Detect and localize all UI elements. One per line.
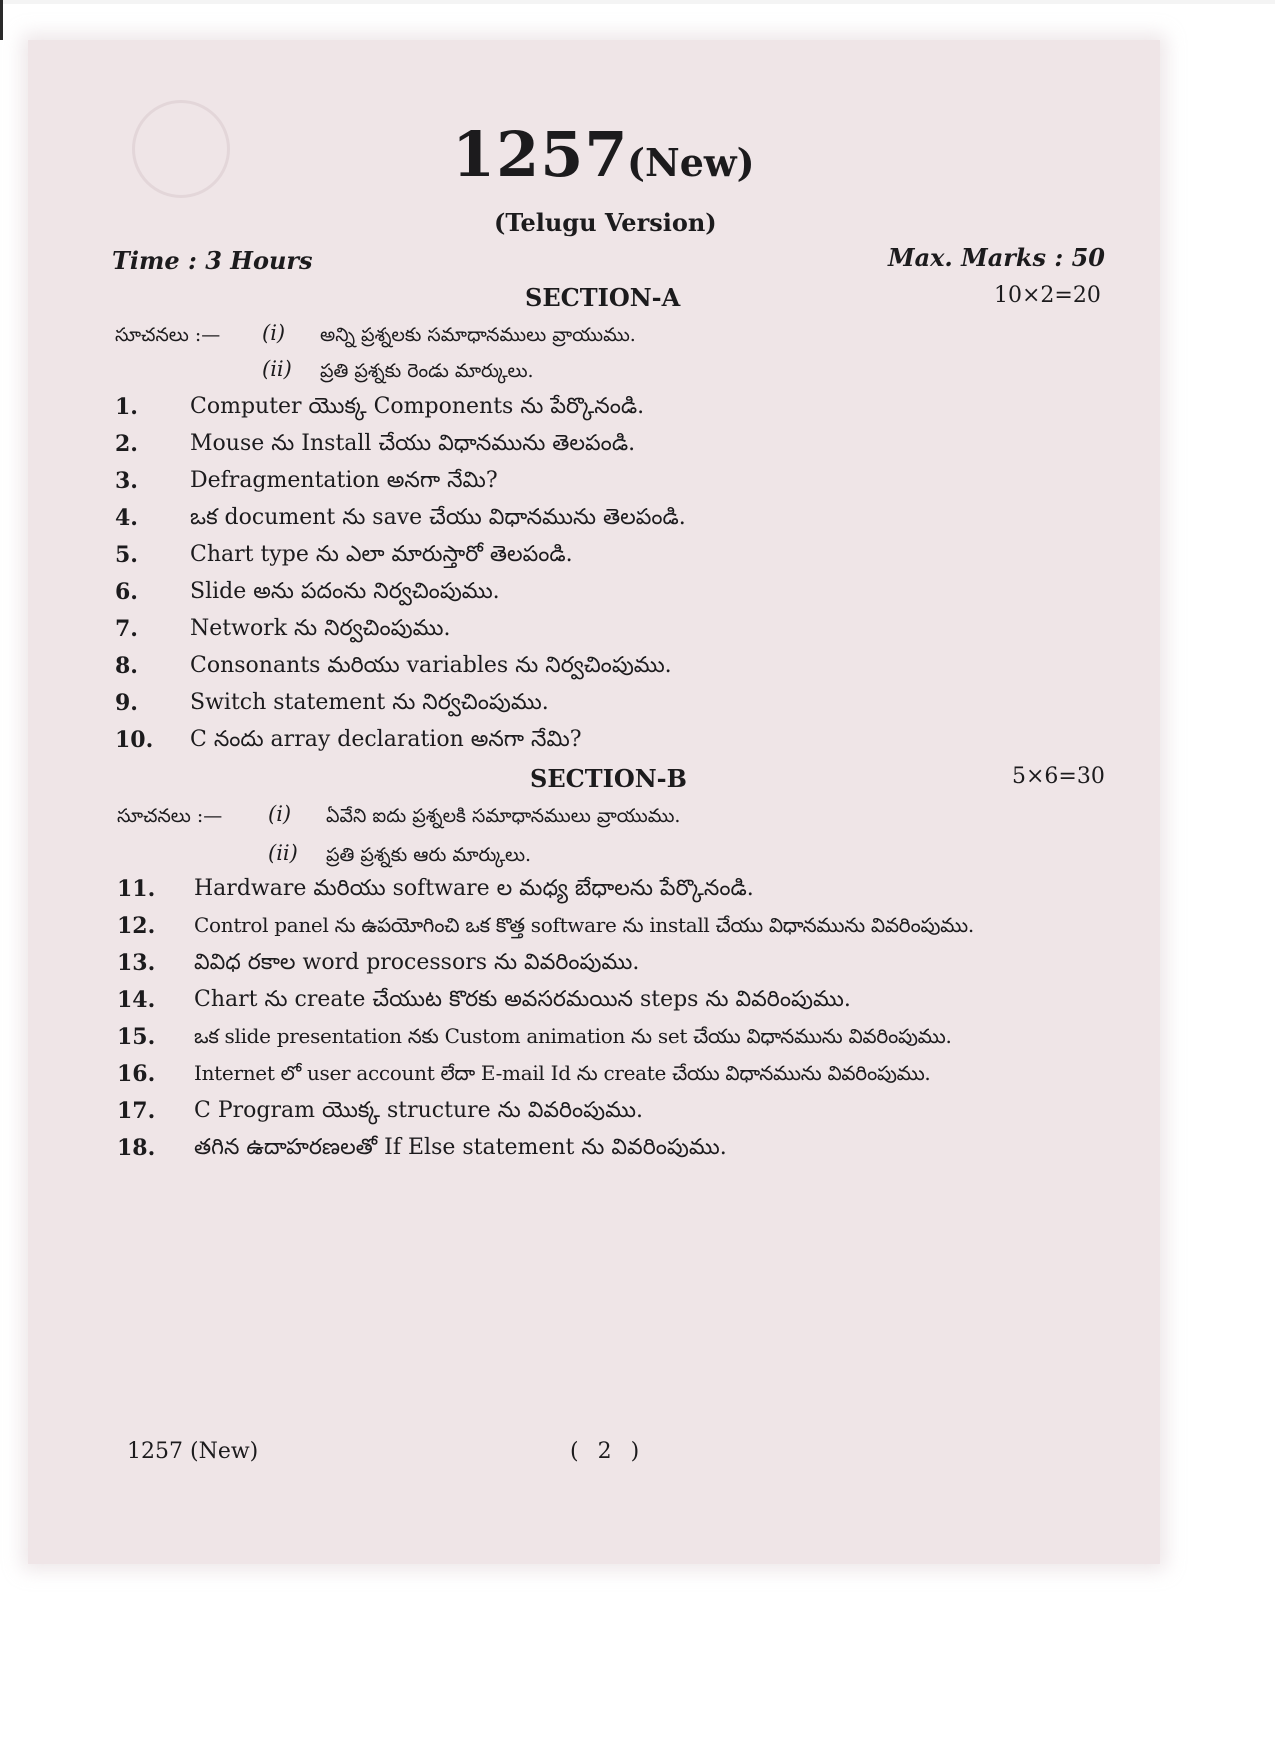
section-a-instructions-label: సూచనలు :—: [115, 324, 221, 346]
question-text: తగిన ఉదాహరణలతో If Else statement ను వివరింపుము.: [194, 1135, 727, 1160]
question-item: [0, 987, 1132, 1023]
question-number: 5.: [115, 542, 138, 568]
question-text: Control panel ను ఉపయోగించి ఒక కొత్త software ను install చేయు విధానమును వివరింపుము.: [194, 913, 974, 937]
footer-page-number: ( 2 ): [570, 1439, 646, 1464]
question-number: 15.: [117, 1024, 156, 1050]
question-item: [0, 505, 1132, 541]
question-text: C Program యొక్క structure ను వివరింపుము.: [194, 1098, 644, 1123]
section-b-instruction-num-1: (i): [268, 802, 292, 826]
question-text: Mouse ను Install చేయు విధానమును తెలపండి.: [190, 431, 636, 456]
question-number: 6.: [115, 579, 138, 605]
question-text: Slide అను పదంను నిర్వచింపుము.: [190, 579, 500, 604]
question-text: C నందు array declaration అనగా నేమి?: [190, 727, 582, 752]
question-item: [0, 542, 1132, 578]
question-text: Switch statement ను నిర్వచింపుము.: [190, 690, 549, 715]
question-number: 14.: [117, 987, 156, 1013]
section-b-marks-distribution: 5×6=30: [1012, 764, 1105, 789]
section-b-instruction-num-2: (ii): [268, 841, 298, 865]
question-number: 17.: [117, 1098, 156, 1124]
section-a-instruction-num-1: (i): [262, 321, 286, 345]
section-a-instruction-2: ప్రతి ప్రశ్నకు రెండు మార్కులు.: [320, 360, 534, 382]
question-text: ఒక document ను save చేయు విధానమును తెలపండి.: [190, 505, 686, 530]
scan-left-edge: [0, 0, 3, 40]
question-item: [0, 1098, 1132, 1134]
section-b-instruction-2: ప్రతి ప్రశ్నకు ఆరు మార్కులు.: [326, 844, 532, 866]
question-text: Computer యొక్క Components ను పేర్కొనండి.: [190, 394, 645, 419]
question-text: Hardware మరియు software ల మధ్య బేధాలను పేర్కొనండి.: [194, 876, 754, 901]
question-text: Defragmentation అనగా నేమి?: [190, 468, 498, 493]
question-item: [0, 913, 1132, 949]
exam-time: Time : 3 Hours: [112, 246, 313, 275]
question-number: 4.: [115, 505, 138, 531]
question-text: వివిధ రకాల word processors ను వివరింపుము.: [194, 950, 640, 975]
question-item: [0, 394, 1132, 430]
question-number: 2.: [115, 431, 138, 457]
paper-code-title: 1257: [452, 118, 629, 191]
question-item: [0, 727, 1132, 763]
footer-paper-code: 1257 (New): [127, 1439, 259, 1464]
question-text: Network ను నిర్వచింపుము.: [190, 616, 451, 641]
faint-seal-icon: [132, 100, 230, 198]
question-text: Chart type ను ఎలా మారుస్తారో తెలపండి.: [190, 542, 573, 567]
question-item: [0, 653, 1132, 689]
section-b-instruction-1: ఏవేని ఐదు ప్రశ్నలకి సమాధానములు వ్రాయుము.: [326, 805, 681, 827]
question-number: 8.: [115, 653, 138, 679]
question-item: [0, 616, 1132, 652]
question-item: [0, 1061, 1132, 1097]
section-b-heading: SECTION-B: [530, 764, 687, 793]
section-a-marks-distribution: 10×2=20: [994, 283, 1101, 308]
question-number: 1.: [115, 394, 138, 420]
scan-top-edge: [0, 0, 1275, 4]
question-number: 12.: [117, 913, 156, 939]
section-a-instruction-num-2: (ii): [262, 357, 292, 381]
question-item: [0, 950, 1132, 986]
question-number: 10.: [115, 727, 154, 753]
question-item: [0, 431, 1132, 467]
question-text: Chart ను create చేయుట కొరకు అవసరమయిన steps ను వివరింపుము.: [194, 987, 851, 1012]
question-number: 3.: [115, 468, 138, 494]
question-item: [0, 876, 1132, 912]
paper-version: (Telugu Version): [494, 208, 717, 237]
question-item: [0, 468, 1132, 504]
question-item: [0, 579, 1132, 615]
question-text: ఒక slide presentation నకు Custom animation ను set చేయు విధానమును వివరింపుము.: [194, 1024, 952, 1048]
question-number: 18.: [117, 1135, 156, 1161]
question-item: [0, 1135, 1132, 1171]
question-number: 16.: [117, 1061, 156, 1087]
question-text: Internet లో user account లేదా E-mail Id ను create చేయు విధానమును వివరింపుము.: [194, 1061, 931, 1085]
question-number: 11.: [117, 876, 156, 902]
question-item: [0, 1024, 1132, 1060]
question-number: 13.: [117, 950, 156, 976]
question-number: 7.: [115, 616, 138, 642]
question-number: 9.: [115, 690, 138, 716]
section-a-instruction-1: అన్ని ప్రశ్నలకు సమాధానములు వ్రాయుము.: [320, 324, 636, 346]
question-item: [0, 690, 1132, 726]
section-b-instructions-label: సూచనలు :—: [117, 805, 223, 827]
question-text: Consonants మరియు variables ను నిర్వచింపుము.: [190, 653, 672, 678]
paper-edition: (New): [627, 140, 755, 185]
max-marks: Max. Marks : 50: [888, 243, 1106, 272]
section-a-heading: SECTION-A: [525, 283, 681, 312]
